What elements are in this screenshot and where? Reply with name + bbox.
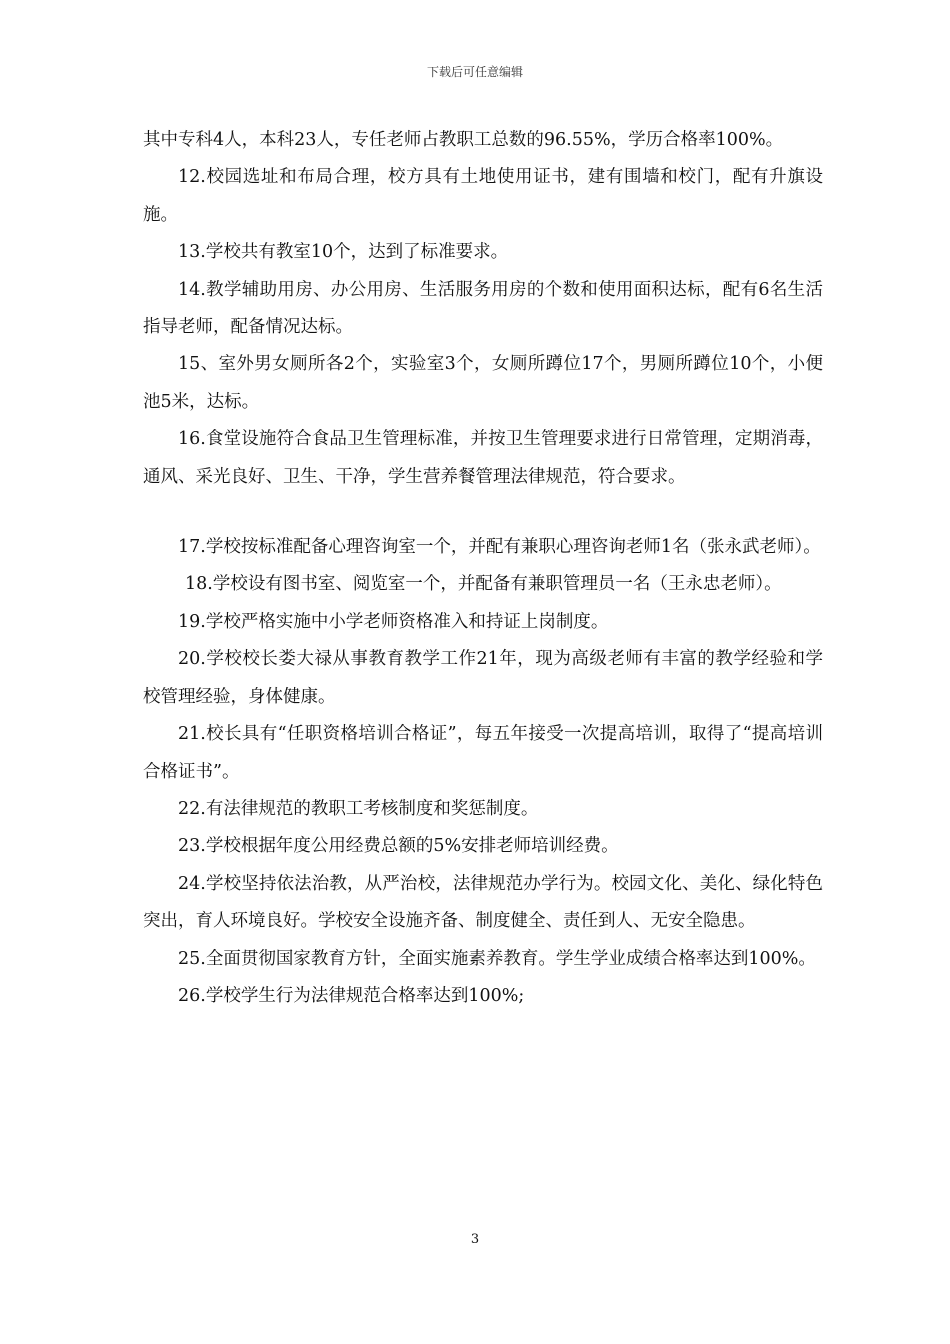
paragraph-item-18: 18.学校设有图书室、阅览室一个，并配备有兼职管理员一名（王永忠老师）。 [185, 574, 782, 595]
paragraph-item-25: 25.全面贯彻国家教育方针，全面实施素养教育。学生学业成绩合格率达到100%。 [178, 948, 816, 969]
paragraph-item-21: 21.校长具有“任职资格培训合格证”，每五年接受一次提高培训，取得了“提高培训合格证书”。 [143, 724, 823, 782]
paragraph-item-13: 13.学校共有教室10个，达到了标准要求。 [178, 242, 509, 263]
paragraph-continuation: 其中专科4人，本科23人，专任老师占教职工总数的96.55%，学历合格率100%。 [143, 130, 784, 150]
paragraph-item-19: 19.学校严格实施中小学老师资格准入和持证上岗制度。 [178, 611, 609, 632]
page-number: 3 [470, 1232, 480, 1247]
paragraph-item-16: 16.食堂设施符合食品卫生管理标准，并按卫生管理要求进行日常管理，定期消毒，通风、采光良好、卫生、干净，学生营养餐管理法律规范，符合要求。 [143, 429, 823, 487]
paragraph-item-12: 12.校园选址和布局合理，校方具有土地使用证书，建有围墙和校门，配有升旗设施。 [143, 167, 823, 225]
paragraph-item-15: 15、室外男女厕所各2个，实验室3个，女厕所蹲位17个，男厕所蹲位10个，小便池5米，达标。 [143, 354, 823, 412]
paragraph-item-24: 24.学校坚持依法治教，从严治校，法律规范办学行为。校园文化、美化、绿化特色突出，育人环境良好。学校安全设施齐备、制度健全、责任到人、无安全隐患。 [143, 873, 823, 932]
paragraph-item-17: 17.学校按标准配备心理咨询室一个，并配有兼职心理咨询老师1名（张永武老师）。 [178, 537, 821, 558]
paragraph-item-26: 26.学校学生行为法律规范合格率达到100%; [178, 985, 525, 1006]
paragraph-item-22: 22.有法律规范的教职工考核制度和奖惩制度。 [178, 798, 539, 819]
paragraph-item-14: 14.教学辅助用房、办公用房、生活服务用房的个数和使用面积达标，配有6名生活指导老师，配备情况达标。 [143, 279, 823, 338]
page-header: 下载后可任意编辑 [426, 65, 523, 79]
paragraph-item-20: 20.学校校长娄大禄从事教育教学工作21年，现为高级老师有丰富的教学经验和学校管理经验，身体健康。 [143, 649, 823, 707]
paragraph-item-23: 23.学校根据年度公用经费总额的5%安排老师培训经费。 [178, 836, 619, 857]
document-body [143, 122, 823, 1015]
